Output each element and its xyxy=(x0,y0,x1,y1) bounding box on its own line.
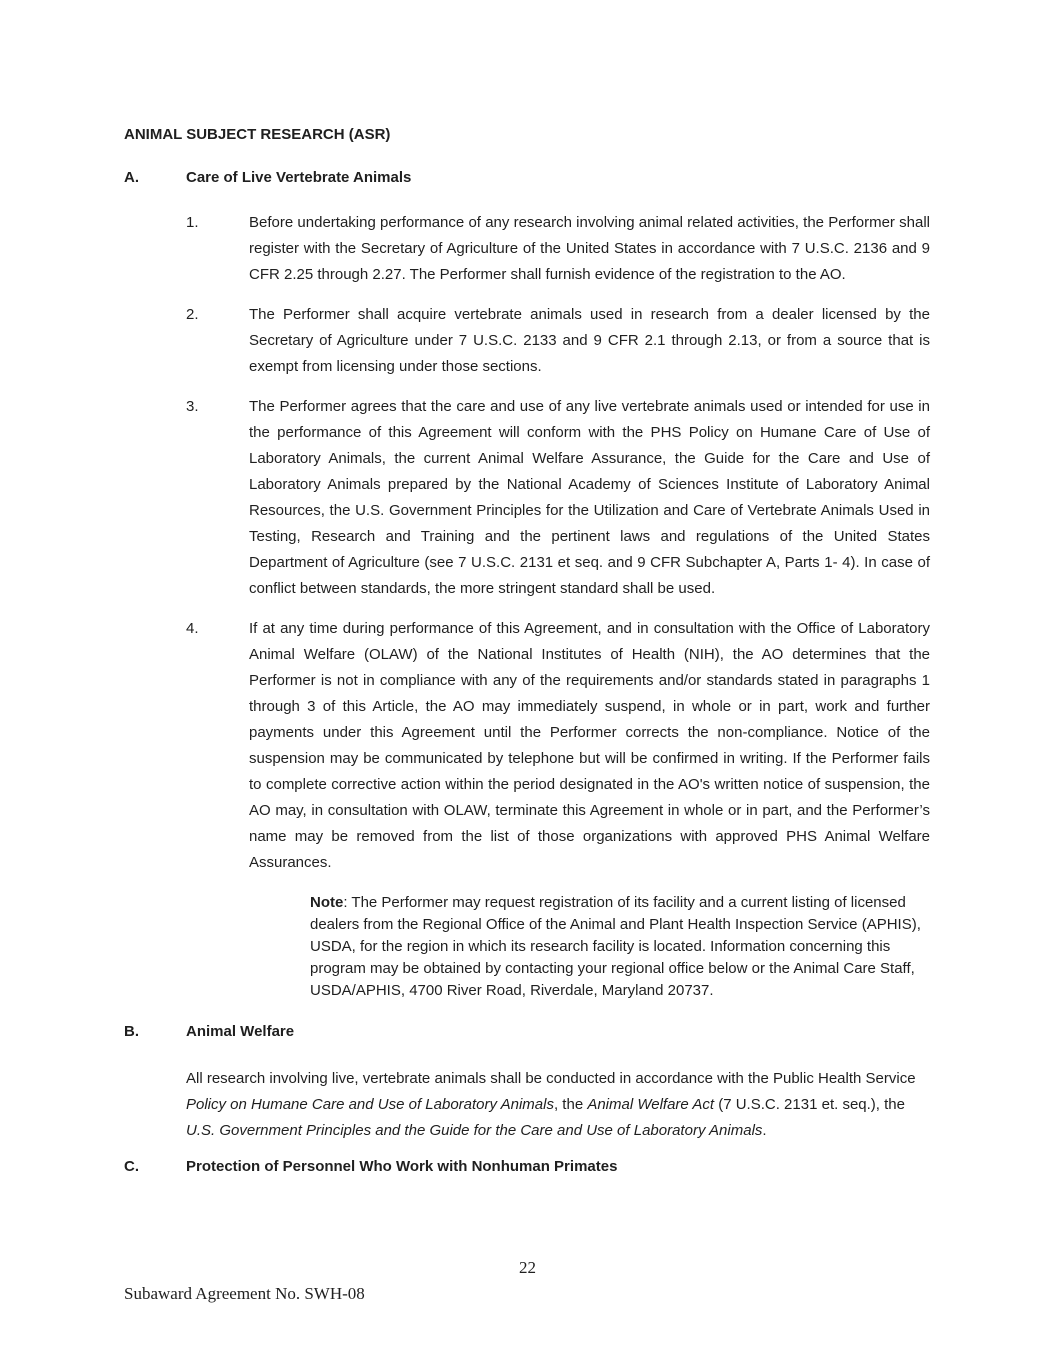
numbered-item-1 xyxy=(124,210,930,288)
section-c-heading-row xyxy=(124,1154,930,1180)
numbered-item-2 xyxy=(124,302,930,380)
section-b-italic-title-1: Policy on Humane Care and Use of Laboratory Animals xyxy=(186,1096,554,1113)
section-b xyxy=(124,1019,930,1144)
subaward-agreement-reference: Subaward Agreement No. SWH-08 xyxy=(124,1284,365,1303)
item-3-text: The Performer agrees that the care and use of any live vertebrate animals used or intended for use in the performance of this Agreement will conform with the PHS Policy on Humane Care of Use of Laboratory Animals, the current Animal Welfare Assurance, the Guide for the Care and Use of Laboratory Animals prepared by the National Academy of Sciences Institute of Laboratory Animal Resources, the U.S. Government Principles for the Utilization and Care of Vertebrate Animals Used in Testing, Research and Training and the pertinent laws and regulations of the United States Department of Agriculture (see 7 U.S.C. 2131 et seq. and 9 CFR Subchapter A, Parts 1- 4). In case of conflict between standards, the more stringent standard shall be used. xyxy=(249,398,930,597)
section-b-label: B. xyxy=(124,1023,139,1040)
section-b-title: Animal Welfare xyxy=(186,1023,295,1040)
numbered-item-3 xyxy=(124,394,930,602)
document-title: ANIMAL SUBJECT RESEARCH (ASR) xyxy=(124,126,391,143)
numbered-item-4 xyxy=(124,616,930,876)
item-2-text: The Performer shall acquire vertebrate animals used in research from a dealer licensed by the Secretary of Agriculture under 7 U.S.C. 2133 and 9 CFR 2.1 through 2.13, or from a source that is exempt from licensing under those sections. xyxy=(249,306,930,375)
note-label: Note xyxy=(310,894,344,911)
section-b-italic-title-3: U.S. Government Principles and the Guide for the Care and Use of Laboratory Animals xyxy=(186,1122,763,1139)
section-c-label: C. xyxy=(124,1158,139,1175)
section-b-heading-row xyxy=(124,1019,930,1045)
section-b-paragraph xyxy=(186,1066,930,1144)
item-3-number: 3. xyxy=(186,398,199,415)
section-c xyxy=(124,1154,930,1180)
item-1-text: Before undertaking performance of any research involving animal related activities, the Performer shall register with the Secretary of Agriculture of the United States in accordance with 7 U.S.C. 2136 and 9 CFR 2.25 through 2.27. The Performer shall furnish evidence of the registration to the AO. xyxy=(249,214,930,283)
item-4-text: If at any time during performance of this Agreement, and in consultation with the Office of Laboratory Animal Welfare (OLAW) of the National Institutes of Health (NIH), the AO determines that the Performer is not in compliance with any of the requirements and/or standards stated in paragraphs 1 through 3 of this Article, the AO may immediately suspend, in whole or in part, work and further payments under this Agreement until the Performer corrects the non-compliance. Notice of the suspension may be communicated by telephone but will be confirmed in writing. If the Performer fails to complete corrective action within the period designated in the AO's written notice of suspension, the AO may, in consultation with OLAW, terminate this Agreement in whole or in part, and the Performer’s name may be removed from the list of those organizations with approved PHS Animal Welfare Assurances. xyxy=(249,620,930,871)
section-b-text-part: (7 U.S.C. 2131 et. seq.), the xyxy=(714,1096,905,1113)
note-text: : The Performer may request registration of its facility and a current listing of licensed dealers from the Regional Office of the Animal and Plant Health Inspection Service (APHIS), USDA, for the region in which its research facility is located. Information concerning this program may be obtained by contacting your regional office below or the Animal Care Staff, USDA/APHIS, 4700 River Road, Riverdale, Maryland 20737. xyxy=(310,894,921,999)
section-a-heading-row xyxy=(124,165,930,191)
section-b-text-part: . xyxy=(762,1122,767,1139)
note-paragraph xyxy=(310,892,930,1002)
section-c-title: Protection of Personnel Who Work with Nonhuman Primates xyxy=(186,1158,618,1175)
item-2-number: 2. xyxy=(186,306,199,323)
section-a-title: Care of Live Vertebrate Animals xyxy=(186,169,412,186)
item-1-number: 1. xyxy=(186,214,199,231)
item-4-number: 4. xyxy=(186,620,199,637)
section-b-text-part: , the xyxy=(553,1096,588,1113)
section-b-italic-title-2: Animal Welfare Act xyxy=(587,1096,715,1113)
section-a xyxy=(124,165,930,1002)
section-b-text-part: All research involving live, vertebrate animals shall be conducted in accordance with the Public Health Service xyxy=(186,1070,916,1087)
page-number: 22 xyxy=(519,1258,536,1277)
section-a-label: A. xyxy=(124,169,139,186)
